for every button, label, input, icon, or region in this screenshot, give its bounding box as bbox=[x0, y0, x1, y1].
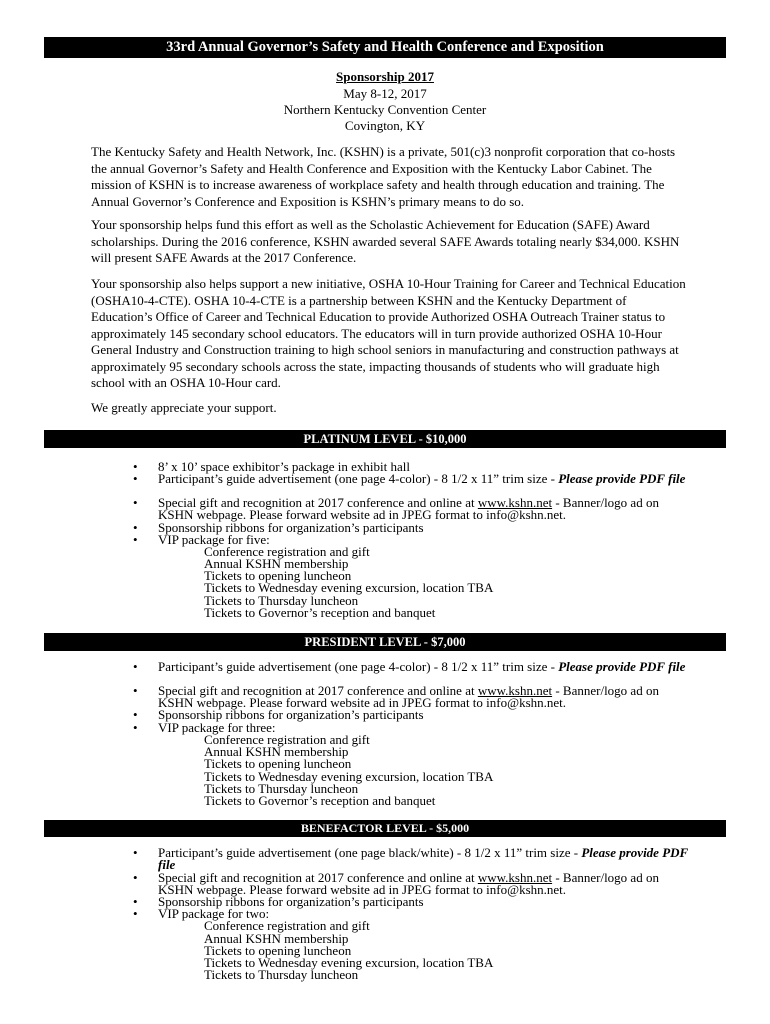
event-dates: May 8-12, 2017 bbox=[343, 86, 427, 101]
vip-item: Annual KSHN membership bbox=[204, 931, 349, 946]
kshn-website-link[interactable]: www.kshn.net bbox=[477, 683, 553, 698]
intro-paragraph-1: The Kentucky Safety and Health Network, Inc. (KSHN) is a private, 501(c)3 nonprofit corporation that co-hosts the annual Governor’s Safety and Health Conference and Exposition with the Kentucky Labor Cabinet. The mission of KSHN is to increase awareness of workplace safety and health through education and training. The Annual Governor’s Conference and Exposition is KSHN’s primary means to do so. bbox=[91, 144, 676, 209]
document-title: 33rd Annual Governor’s Safety and Health Conference and Exposition bbox=[44, 37, 726, 58]
list-item: • Participant’s guide advertisement (one page black/white) - 8 1/2 x 11” trim size - Please provide PDF file bbox=[133, 845, 688, 872]
vip-item: Annual KSHN membership bbox=[204, 744, 349, 759]
list-item: • VIP package for three: bbox=[133, 720, 276, 735]
event-city: Covington, KY bbox=[344, 118, 426, 133]
platinum-level-header: PLATINUM LEVEL - $10,000 bbox=[44, 430, 726, 448]
list-item: • 8’ x 10’ space exhibitor’s package in exhibit hall bbox=[133, 459, 410, 474]
kshn-website-link[interactable]: www.kshn.net bbox=[477, 870, 553, 885]
vip-item: Tickets to opening luncheon bbox=[204, 568, 352, 583]
vip-item: Conference registration and gift bbox=[204, 918, 370, 933]
vip-item: Conference registration and gift bbox=[204, 544, 370, 559]
kshn-website-link[interactable]: www.kshn.net bbox=[477, 495, 553, 510]
list-item: • Participant’s guide advertisement (one page 4-color) - 8 1/2 x 11” trim size - Please provide PDF file bbox=[133, 471, 686, 486]
list-item: • Participant’s guide advertisement (one page 4-color) - 8 1/2 x 11” trim size - Please provide PDF file bbox=[133, 659, 686, 674]
vip-item: Tickets to opening luncheon bbox=[204, 943, 352, 958]
benefactor-level-header: BENEFACTOR LEVEL - $5,000 bbox=[44, 820, 726, 837]
vip-item: Tickets to opening luncheon bbox=[204, 756, 352, 771]
vip-item: Tickets to Thursday luncheon bbox=[204, 781, 359, 796]
vip-item: Tickets to Governor’s reception and banquet bbox=[204, 605, 436, 620]
list-item: • Sponsorship ribbons for organization’s participants bbox=[133, 520, 424, 535]
list-item: • Sponsorship ribbons for organization’s participants bbox=[133, 894, 424, 909]
vip-item: Tickets to Wednesday evening excursion, location TBA bbox=[204, 769, 494, 784]
intro-paragraph-2: Your sponsorship helps fund this effort as well as the Scholastic Achievement for Education (SAFE) Award scholarships. During the 2016 conference, KSHN awarded several SAFE Awards totaling nearly $34,000. KSHN will present SAFE Awards at the 2017 Conference. bbox=[91, 217, 680, 265]
vip-item: Tickets to Thursday luncheon bbox=[204, 967, 359, 982]
event-venue: Northern Kentucky Convention Center bbox=[283, 102, 487, 117]
president-level-header: PRESIDENT LEVEL - $7,000 bbox=[44, 633, 726, 651]
vip-item: Annual KSHN membership bbox=[204, 556, 349, 571]
list-item: • VIP package for two: bbox=[133, 906, 270, 921]
list-item: • VIP package for five: bbox=[133, 532, 270, 547]
vip-item: Tickets to Wednesday evening excursion, location TBA bbox=[204, 580, 494, 595]
vip-item: Tickets to Thursday luncheon bbox=[204, 593, 359, 608]
vip-item: Conference registration and gift bbox=[204, 732, 370, 747]
intro-paragraph-3: Your sponsorship also helps support a new initiative, OSHA 10-Hour Training for Career and Technical Education (OSHA10-4-CTE). OSHA 10-4-CTE is a partnership between KSHN and the Kentucky Department of Education’s Office of Career and Technical Education to provide Authorized OSHA Outreach Trainer status to approximately 145 secondary school educators. The educators will in turn provide authorized OSHA 10-Hour General Industry and Construction training to high school seniors in manufacturing and construction pathways at approximately 95 secondary schools across the state, impacting thousands of students who will graduate high school with an OSHA 10-Hour card. bbox=[91, 276, 686, 390]
vip-item: Tickets to Wednesday evening excursion, location TBA bbox=[204, 955, 494, 970]
list-item: • Special gift and recognition at 2017 conference and online at www.kshn.net - Banner/logo ad on KSHN webpage. Please forward website ad in JPEG format to info@kshn.net. bbox=[133, 870, 659, 897]
list-item: • Special gift and recognition at 2017 conference and online at www.kshn.net - Banner/logo ad on KSHN webpage. Please forward website ad in JPEG format to info@kshn.net. bbox=[133, 683, 659, 710]
vip-item: Tickets to Governor’s reception and banquet bbox=[204, 793, 436, 808]
sponsorship-heading: Sponsorship 2017 bbox=[336, 69, 434, 84]
intro-paragraph-4: We greatly appreciate your support. bbox=[91, 400, 277, 415]
list-item: • Sponsorship ribbons for organization’s participants bbox=[133, 707, 424, 722]
list-item: • Special gift and recognition at 2017 conference and online at www.kshn.net - Banner/logo ad on KSHN webpage. Please forward website ad in JPEG format to info@kshn.net. bbox=[133, 495, 659, 522]
